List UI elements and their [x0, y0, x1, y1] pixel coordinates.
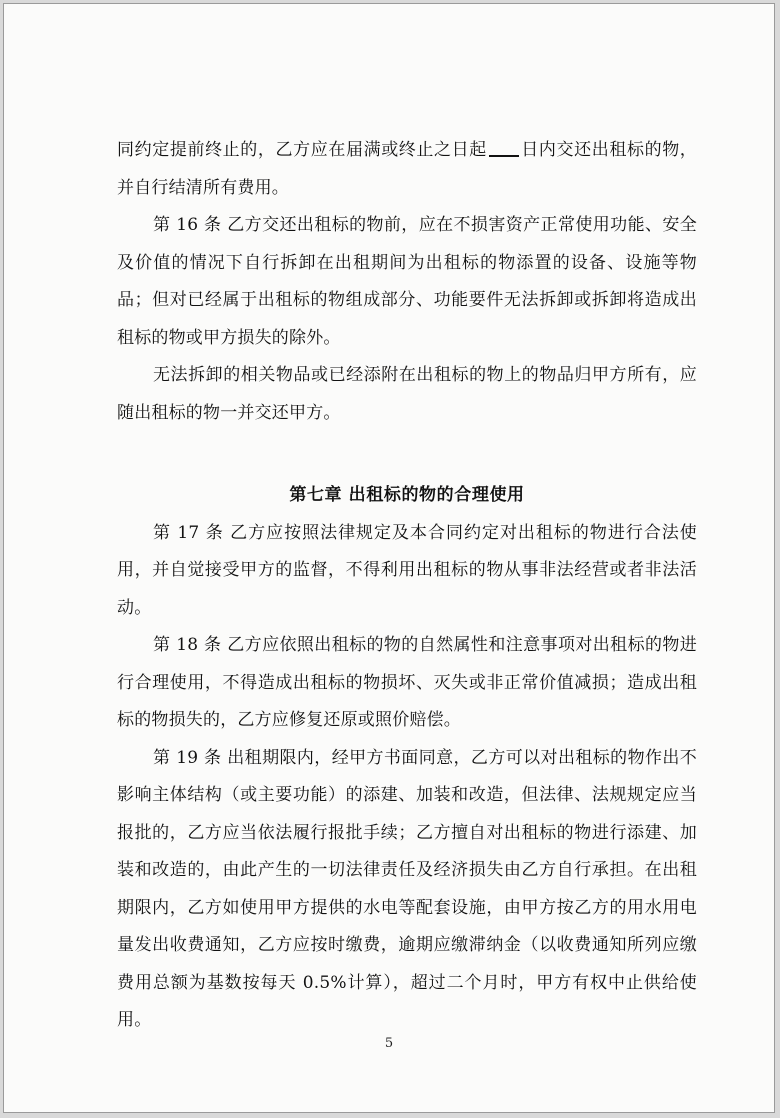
article-16-continued: 无法拆卸的相关物品或已经添附在出租标的物上的物品归甲方所有，应随出租标的物一并交还甲方。 — [117, 365, 697, 423]
article-17: 第 17 条 乙方应按照法律规定及本合同约定对出租标的物进行合法使用，并自觉接受甲方的监督，不得利用出租标的物从事非法经营或者非法活动。 — [117, 522, 697, 618]
document-page — [3, 3, 775, 1113]
paragraph-text: 同约定提前终止的，乙方应在届满或终止之日起 — [117, 140, 487, 160]
section-gap — [117, 432, 697, 469]
article-16: 第 16 条 乙方交还出租标的物前，应在不损害资产正常使用功能、安全及价值的情况下自行拆卸在出租期间为出租标的物添置的设备、设施等物品；但对已经属于出租标的物组成部分、功能要件无法拆卸或拆卸将造成出租标的物或甲方损失的除外。 — [117, 215, 697, 348]
article-18: 第 18 条 乙方应依照出租标的物的自然属性和注意事项对出租标的物进行合理使用，不得造成出租标的物损坏、灭失或非正常价值减损；造成出租标的物损失的，乙方应修复还原或照价赔偿。 — [117, 635, 697, 730]
chapter-7-heading: 第七章 出租标的物的合理使用 — [289, 485, 525, 505]
paragraph-text: 日内交还出租标的物，并自行结清所有费用。 — [117, 140, 698, 198]
blank-line — [489, 139, 519, 157]
page-number: 5 — [384, 1036, 394, 1051]
document-body — [117, 132, 697, 1040]
paragraph-15-continued — [117, 132, 697, 207]
article-19: 第 19 条 出租期限内，经甲方书面同意，乙方可以对出租标的物作出不影响主体结构（或主要功能）的添建、加装和改造，但法律、法规规定应当报批的，乙方应当依法履行报批手续；乙方擅自对出租标的物进行添建、加装和改造的，由此产生的一切法律责任及经济损失由乙方自行承担。在出租期限内，乙方如使用甲方提供的水电等配套设施，由甲方按乙方的用水用电量发出收费通知，乙方应按时缴费，逾期应缴滞纳金（以收费通知所列应缴费用总额为基数按每天 0.5%计算），超过二个月时，甲方有权中止供给使用。 — [117, 747, 697, 1030]
